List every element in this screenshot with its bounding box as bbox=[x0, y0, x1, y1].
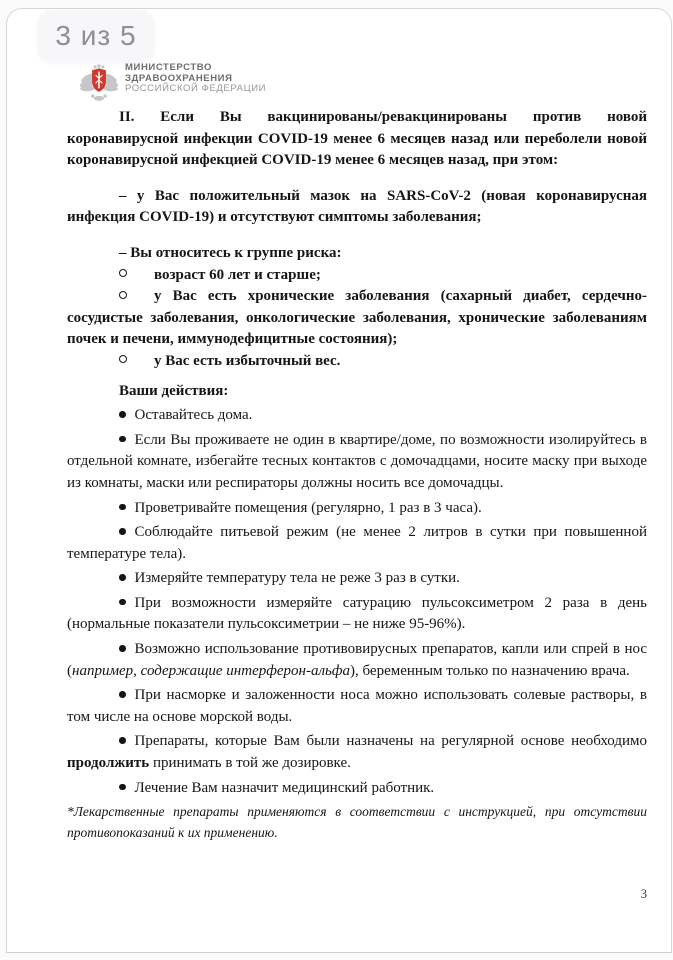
action-list-item: Соблюдайте питьевой режим (не менее 2 литров в сутки при повышенной температуре тела). bbox=[67, 524, 647, 562]
ministry-logo bbox=[79, 59, 266, 107]
document-page[interactable] bbox=[6, 8, 672, 953]
dot-bullet-icon bbox=[119, 411, 126, 418]
logo-line-2: ЗДРАВООХРАНЕНИЯ bbox=[125, 72, 233, 84]
page-indicator-label: 3 из 5 bbox=[55, 20, 137, 51]
dot-bullet-icon bbox=[119, 691, 126, 698]
risk-list-item: возраст 60 лет и старше; bbox=[67, 265, 647, 287]
circle-bullet-icon bbox=[119, 291, 127, 299]
ministry-emblem-icon bbox=[79, 59, 119, 107]
dot-bullet-icon bbox=[119, 784, 126, 791]
logo-line-1: МИНИСТЕРСТВО bbox=[125, 62, 212, 73]
action-list-item: Препараты, которые Вам были назначены на регулярной основе необходимо продолжить принимать в той же дозировке. bbox=[67, 733, 647, 772]
page-number: 3 bbox=[640, 887, 647, 901]
dot-bullet-icon bbox=[119, 436, 126, 443]
action-list-item: При насморке и заложенности носа можно использовать солевые растворы, в том числе на основе морской воды. bbox=[67, 687, 647, 725]
footnote: *Лекарственные препараты применяются в соответствии с инструкцией, при отсутствии противопоказаний к их применению. bbox=[67, 804, 647, 840]
page-indicator-badge bbox=[38, 10, 154, 62]
risk-group-list bbox=[67, 265, 647, 373]
circle-bullet-icon bbox=[119, 355, 127, 363]
section-heading: II. Если Вы вакцинированы/ревакцинированы против новой коронавирусной инфекции COVID-19 менее 6 месяцев назад или переболели новой коронавирусной инфекцией COVID-19 менее 6 месяцев назад, при этом: bbox=[67, 109, 647, 169]
action-list-item: Проветривайте помещения (регулярно, 1 раз в 3 часа). bbox=[67, 498, 647, 520]
action-list-item: Если Вы проживаете не один в квартире/доме, по возможности изолируйтесь в отдельной комнате, избегайте тесных контактов с домочадцами, носите маску при выходе из комнаты, маски или респираторы должны носить все домочадцы. bbox=[67, 431, 647, 491]
dot-bullet-icon bbox=[119, 574, 126, 581]
dot-bullet-icon bbox=[119, 737, 126, 744]
ministry-logo-text bbox=[125, 63, 266, 95]
logo-line-3: РОССИЙСКОЙ ФЕДЕРАЦИИ bbox=[125, 83, 267, 94]
document-body bbox=[67, 107, 647, 843]
action-list-item: Измеряйте температуру тела не реже 3 раз в сутки. bbox=[67, 568, 647, 590]
dot-bullet-icon bbox=[119, 528, 126, 535]
condition-positive-test: – у Вас положительный мазок на SARS-CoV-2 (новая коронавирусная инфекция COVID-19) и отсутствуют симптомы заболевания; bbox=[67, 187, 647, 226]
action-list-item: Возможно использование противовирусных препаратов, капли или спрей в нос (например, содержащие интерферон-альфа), беременным только по назначению врача. bbox=[67, 641, 647, 679]
dot-bullet-icon bbox=[119, 599, 126, 606]
condition-risk-group: – Вы относитесь к группе риска: bbox=[119, 244, 342, 261]
risk-list-item: у Вас есть хронические заболевания (сахарный диабет, сердечно-сосудистые заболевания, онкологические заболевания, хронические заболеваниям почек и печени, иммунодефицитные состояния); bbox=[67, 288, 647, 348]
dot-bullet-icon bbox=[119, 645, 126, 652]
circle-bullet-icon bbox=[119, 269, 127, 277]
risk-list-item: у Вас есть избыточный вес. bbox=[67, 351, 647, 373]
action-list-item: Оставайтесь дома. bbox=[67, 405, 647, 427]
dot-bullet-icon bbox=[119, 504, 126, 511]
action-list-item: При возможности измеряйте сатурацию пульсоксиметром 2 раза в день (нормальные показатели пульсоксиметрии – не ниже 95-96%). bbox=[67, 594, 647, 633]
actions-title: Ваши действия: bbox=[119, 382, 229, 399]
action-list-item: Лечение Вам назначит медицинский работник. bbox=[67, 778, 647, 800]
actions-list bbox=[67, 405, 647, 799]
